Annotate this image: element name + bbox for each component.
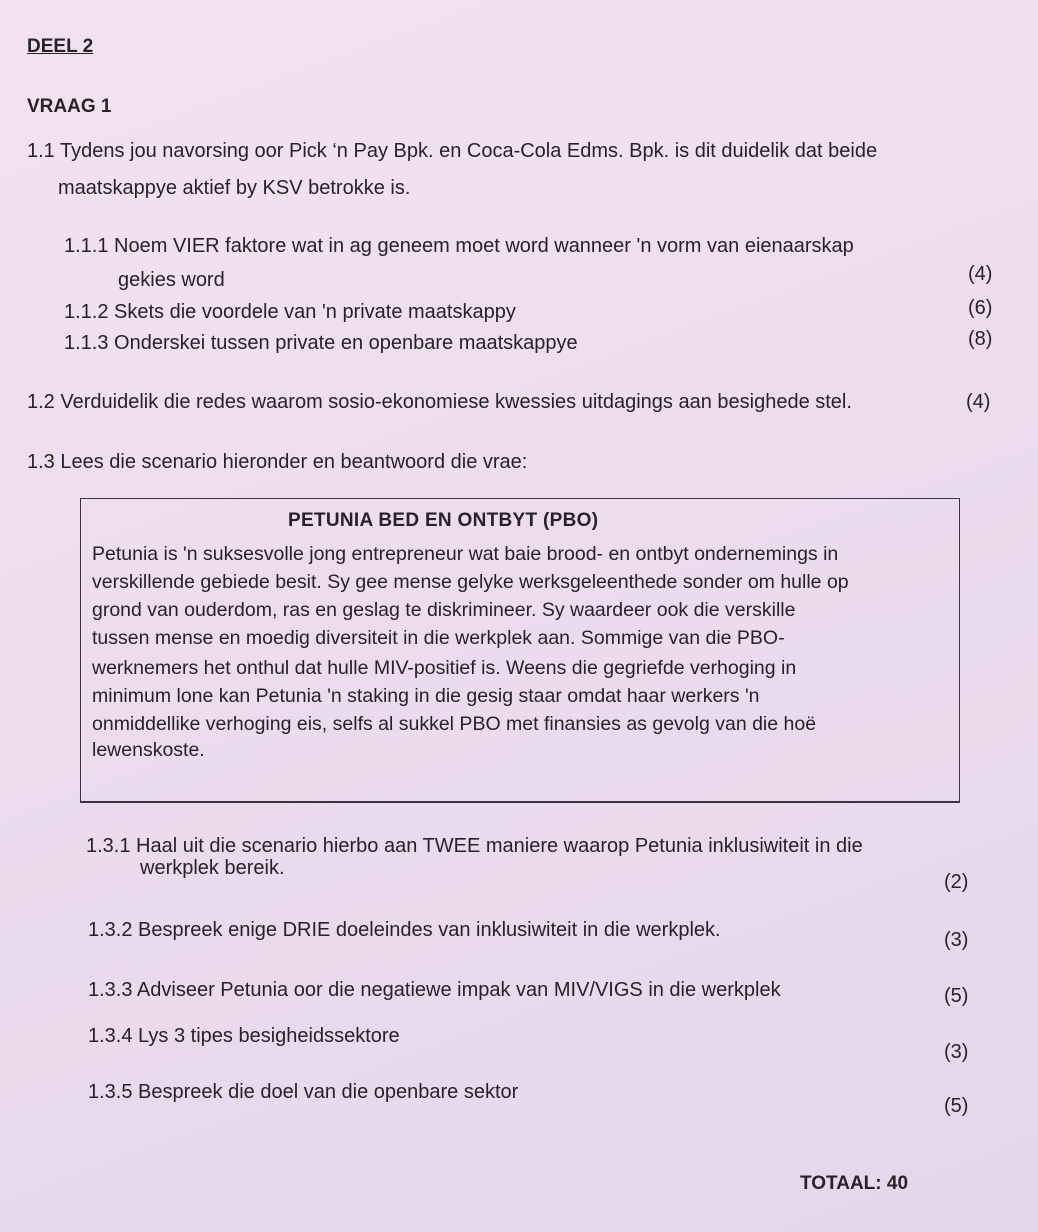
marks-1-1-2: (6) bbox=[968, 297, 993, 319]
total-marks: TOTAAL: 40 bbox=[800, 1173, 909, 1194]
scenario-line: lewenskoste. bbox=[92, 739, 205, 761]
question-1-1-1-line2: gekies word bbox=[118, 269, 225, 291]
marks-1-3-5: (5) bbox=[944, 1095, 969, 1117]
marks-1-3-3: (5) bbox=[944, 985, 969, 1007]
marks-1-3-2: (3) bbox=[944, 929, 969, 951]
section-heading: DEEL 2 bbox=[27, 36, 94, 57]
marks-1-1-1: (4) bbox=[968, 263, 993, 285]
scenario-line: grond van ouderdom, ras en geslag te diskrimineer. Sy waardeer ook die verskille bbox=[92, 599, 796, 621]
question-1-3-4: 1.3.4 Lys 3 tipes besigheidssektore bbox=[88, 1025, 400, 1047]
question-1-1-2: 1.1.2 Skets die voordele van 'n private maatskappy bbox=[64, 301, 516, 323]
marks-1-1-3: (8) bbox=[968, 328, 993, 350]
marks-1-3-4: (3) bbox=[944, 1041, 969, 1063]
scenario-line: tussen mense en moedig diversiteit in die werkplek aan. Sommige van die PBO- bbox=[92, 627, 785, 649]
question-1-2: 1.2 Verduidelik die redes waarom sosio-ekonomiese kwessies uitdagings aan besighede stel. bbox=[27, 391, 852, 413]
question-1-1-line1: 1.1 Tydens jou navorsing oor Pick ‘n Pay Bpk. en Coca-Cola Edms. Bpk. is dit duidelik dat beide bbox=[27, 140, 878, 162]
question-heading: VRAAG 1 bbox=[27, 96, 112, 117]
scenario-line: Petunia is 'n suksesvolle jong entrepreneur wat baie brood- en ontbyt ondernemings in bbox=[92, 543, 839, 565]
question-1-3-1-line2: werkplek bereik. bbox=[140, 857, 285, 879]
question-1-1-3: 1.1.3 Onderskei tussen private en openbare maatskappye bbox=[64, 332, 578, 354]
question-1-3-2: 1.3.2 Bespreek enige DRIE doeleindes van inklusiwiteit in die werkplek. bbox=[88, 919, 721, 941]
scenario-line: verskillende gebiede besit. Sy gee mense gelyke werksgeleenthede sonder om hulle op bbox=[92, 571, 849, 593]
marks-1-3-1: (2) bbox=[944, 871, 969, 893]
scenario-line: minimum lone kan Petunia 'n staking in die gesig staar omdat haar werkers 'n bbox=[92, 685, 760, 707]
question-1-3-3: 1.3.3 Adviseer Petunia oor die negatiewe impak van MIV/VIGS in die werkplek bbox=[88, 979, 781, 1001]
marks-1-2: (4) bbox=[966, 391, 991, 413]
question-1-3-intro: 1.3 Lees die scenario hieronder en beantwoord die vrae: bbox=[27, 451, 528, 473]
question-1-1-line2: maatskappye aktief by KSV betrokke is. bbox=[58, 177, 411, 199]
question-1-1-1-line1: 1.1.1 Noem VIER faktore wat in ag geneem moet word wanneer 'n vorm van eienaarskap bbox=[64, 235, 854, 257]
question-1-3-5: 1.3.5 Bespreek die doel van die openbare sektor bbox=[88, 1081, 519, 1103]
scenario-line: werknemers het onthul dat hulle MIV-positief is. Weens die gegriefde verhoging in bbox=[92, 657, 797, 679]
question-1-3-1-line1: 1.3.1 Haal uit die scenario hierbo aan TWEE maniere waarop Petunia inklusiwiteit in die bbox=[86, 835, 863, 857]
scenario-title: PETUNIA BED EN ONTBYT (PBO) bbox=[288, 510, 599, 531]
scenario-line: onmiddellike verhoging eis, selfs al sukkel PBO met finansies as gevolg van die hoë bbox=[92, 713, 817, 735]
